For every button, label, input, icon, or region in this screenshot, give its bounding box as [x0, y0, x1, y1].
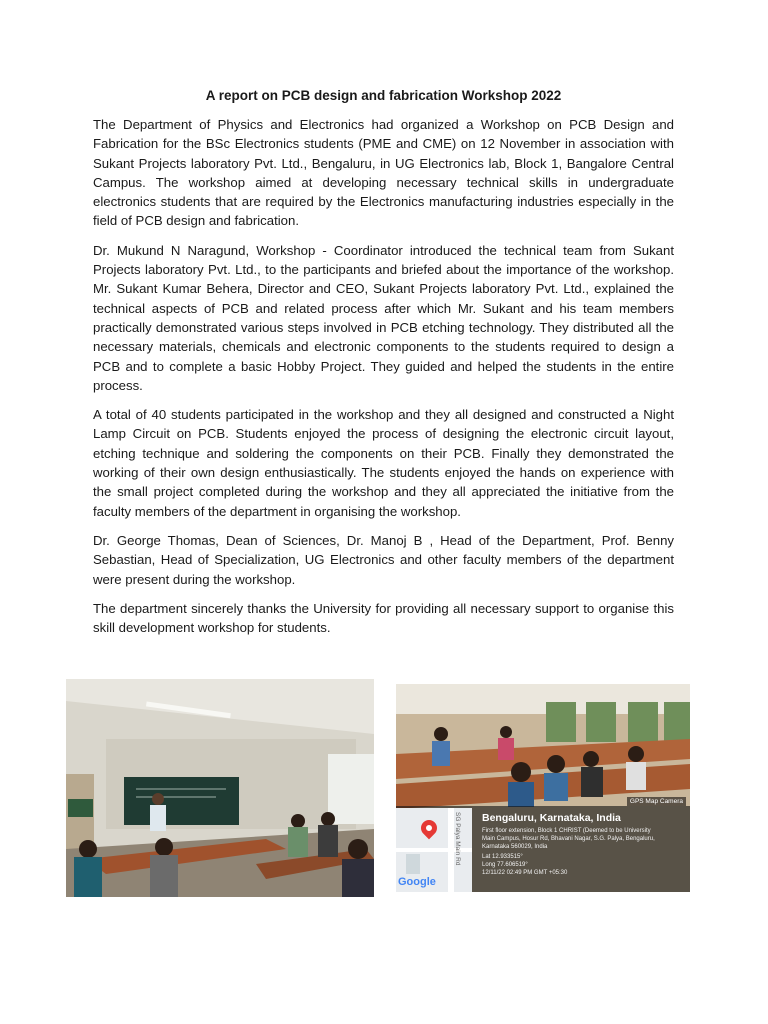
gps-city: Bengaluru, Karnataka, India — [482, 812, 621, 824]
report-title: A report on PCB design and fabrication Workshop 2022 — [205, 88, 562, 103]
paragraph-3: A total of 40 students participated in the workshop and they all designed and constructed a Night Lamp Circuit on PCB. Students enjoyed the process of designing the electronic circuit layout, etching technique and soldering the components on their PCB. Finally they demonstrated the working of their own design enthusiastically. The students enjoyed the hands on experience with the small project completed during the workshop and they all appreciated the initiative from the faculty members of the department in organising the workshop. — [93, 407, 674, 519]
workshop-photo-students — [396, 684, 690, 892]
gps-timestamp: 12/11/22 02:49 PM GMT +05:30 — [482, 870, 568, 876]
paragraph-5: The department sincerely thanks the University for providing all necessary support to organise this skill development workshop for students. — [93, 600, 674, 636]
gps-latitude: Lat 12.933515° — [482, 854, 523, 860]
paragraph-2: Dr. Mukund N Naragund, Workshop - Coordinator introduced the technical team from Sukant Projects laboratory Pvt. Ltd., to the participants and briefed about the importance of the workshop. Mr. Sukant Kumar Behera, Director and CEO, Sukant Projects laboratory Pvt. Ltd., explained the technical aspects of PCB and related process after which Mr. Sukant and his team members practically demonstrated various steps involved in PCB etching technology. They distributed all the necessary materials, chemicals and electronic components to the students required to design a PCB and to complete a basic Hobby Project. They guided and helped the students in the entire process. — [93, 242, 674, 393]
gps-address-line-3: Karnataka 560029, India — [482, 844, 548, 850]
classroom-illustration — [66, 679, 374, 897]
workshop-photo-classroom — [66, 679, 374, 897]
gps-longitude: Long 77.606519° — [482, 862, 528, 868]
google-logo-text: Google — [398, 876, 436, 888]
map-building — [406, 854, 420, 874]
gps-mini-map — [396, 808, 472, 892]
report-body — [93, 115, 674, 647]
gps-address-line-2: Main Campus, Hosur Rd, Bhavani Nagar, S.G. Palya, Bengaluru, — [482, 836, 655, 842]
gps-overlay-panel — [396, 806, 690, 892]
gps-camera-badge: GPS Map Camera — [627, 797, 686, 806]
paragraph-1: The Department of Physics and Electronics had organized a Workshop on PCB Design and Fabrication for the BSc Electronics students (PME and CME) on 12 November in association with Sukant Projects laboratory Pvt. Ltd., Bengaluru, in UG Electronics lab, Block 1, Bangalore Central Campus. The workshop aimed at developing necessary technical skills in undergraduate electronics students that are required by the Electronics manufacturing industries especially in the field of PCB design and fabrication. — [93, 117, 674, 229]
paragraph-4: Dr. George Thomas, Dean of Sciences, Dr. Manoj B , Head of the Department, Prof. Benny Sebastian, Head of Specialization, UG Electronics and other faculty members of the department were present during the workshop. — [93, 532, 674, 587]
map-pin-icon — [418, 817, 441, 840]
gps-address-line-1: First floor extension, Block 1 CHRIST (Deemed to be University — [482, 828, 651, 834]
google-logo — [398, 876, 436, 888]
map-road-label: SG Palya Main Rd — [454, 812, 461, 866]
